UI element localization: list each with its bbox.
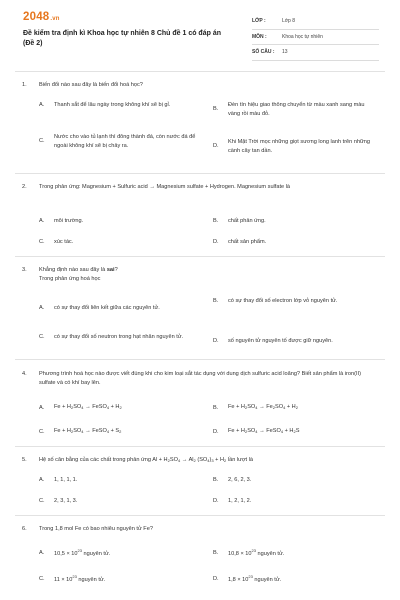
q5-option-a[interactable]: [39, 476, 199, 485]
option-text: chất phản ứng.: [228, 218, 266, 224]
q5-option-b[interactable]: [213, 476, 378, 485]
question-1-text: [22, 81, 378, 90]
option-text: $1,8 \times 10^{23}$ nguyên tử.: [228, 574, 282, 583]
option-letter: D.: [213, 428, 219, 435]
question-body: [22, 266, 378, 284]
q5-option-d[interactable]: [213, 497, 378, 506]
q6-option-b[interactable]: [213, 547, 378, 559]
option-letter: D.: [213, 143, 219, 150]
question-number: 4.: [22, 371, 27, 377]
q2-option-c[interactable]: [39, 238, 199, 247]
option-letter: A.: [39, 102, 45, 108]
q3-option-b[interactable]: [213, 297, 378, 306]
option-text: chất sản phẩm.: [228, 239, 267, 245]
q6-option-a[interactable]: [39, 547, 199, 559]
option-letter: C.: [39, 334, 45, 340]
meta-row-count: [252, 45, 379, 61]
option-text: xúc tác.: [54, 239, 74, 245]
q1-option-c[interactable]: [39, 133, 199, 150]
option-text: Thanh sắt để lâu ngày trong không khí sẽ bị gỉ.: [54, 102, 171, 108]
option-letter: C.: [39, 138, 45, 145]
option-letter: C.: [39, 498, 45, 504]
option-text: $Fe + H_2SO_4$ → FeSO$_4$ + $H_2$: [54, 404, 122, 410]
question-body: Trong 1,8 mol Fe có bao nhiêu nguyên tử Fe?: [39, 526, 153, 532]
question-number: 6.: [22, 526, 27, 532]
option-text: có sự thay đổi liên kết giữa các nguyên tử.: [54, 305, 160, 311]
meta-table: [252, 14, 379, 61]
logo-main: 2048: [23, 11, 50, 23]
meta-row-subject: [252, 30, 379, 46]
question-emphasis: sai: [106, 267, 115, 273]
option-text: Khi Mặt Trời mọc những giọt sương long lanh trên những cành cây tan dần.: [228, 139, 371, 154]
option-text: $10,8 \times 10^{23}$ nguyên tử.: [228, 548, 285, 557]
question-number: 5.: [22, 457, 27, 463]
q2-option-a[interactable]: [39, 217, 199, 226]
question-text-part: Trong phản ứng hoá học: [39, 276, 101, 282]
option-text: Đèn tín hiệu giao thông chuyển từ màu xanh sang màu vàng rồi màu đỏ.: [228, 102, 365, 117]
logo-tld: .vn: [50, 16, 60, 22]
option-letter: B.: [213, 218, 219, 224]
page-title: Đề kiểm tra định kì Khoa học tự nhiên 8 Chủ đề 1 có đáp án (Đề 2): [23, 30, 221, 47]
meta-value: 13: [282, 49, 288, 56]
question-2-text: [22, 183, 378, 192]
question-divider: [15, 256, 385, 257]
question-divider: [15, 515, 385, 516]
option-text: $10,5 \times 10^{23}$ nguyên tử.: [54, 548, 111, 557]
q4-option-d[interactable]: [213, 427, 378, 437]
option-text: 1, 2, 1, 2.: [228, 498, 252, 504]
question-6-text: [22, 525, 378, 534]
q2-option-d[interactable]: [213, 238, 378, 247]
header: [0, 0, 400, 70]
meta-key: SỐ CÂU :: [252, 49, 275, 56]
question-5-text: [22, 456, 378, 465]
option-letter: B.: [213, 298, 219, 304]
option-letter: D.: [213, 575, 219, 582]
option-letter: D.: [213, 338, 219, 344]
option-letter: B.: [213, 549, 219, 556]
option-text: 2, 6, 2, 3.: [228, 477, 252, 483]
question-body: Trong phản ứng: Magnesium + Sulfuric acid → Magnesium sulfate + Hydrogen. Magnesium sulfate là: [39, 184, 291, 190]
q1-option-d[interactable]: [213, 138, 378, 155]
option-letter: A.: [39, 218, 45, 224]
option-text: có sự thay đổi số electron lớp vỏ nguyên tử.: [228, 298, 338, 304]
option-letter: D.: [213, 239, 219, 245]
option-letter: A.: [39, 305, 45, 311]
option-text: có sự thay đổi số neutron trong hạt nhân nguyên tử.: [54, 334, 184, 340]
option-letter: A.: [39, 477, 45, 483]
question-divider: [15, 173, 385, 174]
q3-option-c[interactable]: [39, 333, 199, 342]
q1-option-a[interactable]: [39, 101, 199, 110]
option-letter: B.: [213, 404, 219, 411]
meta-row-class: [252, 14, 379, 30]
question-3-text: [22, 266, 378, 284]
question-body: Biến đổi nào sau đây là biến đổi hoá học?: [39, 82, 143, 88]
option-text: Nước cho vào tủ lạnh thì đông thành đá, còn nước đá để ngoài không khí sẽ bị chảy ra.: [54, 134, 196, 149]
option-letter: B.: [213, 477, 219, 483]
question-body: Hệ số cân bằng của các chất trong phản ứng $Al + H_2SO_4 \to Al_2$ $(SO_4)_3 + H_2$ lần lượt là: [39, 457, 253, 463]
meta-key: LỚP :: [252, 18, 266, 25]
question-body: Phương trình hoá học nào được viết đúng khi cho kim loại sắt tác dụng với dung dịch sulfuric acid loãng? Biết sản phẩm là iron(II) sulfate và có khí bay lên.: [39, 371, 361, 386]
option-text: $Fe + H_2SO_4$ → FeSO$_4$ + $S_2$: [54, 428, 122, 434]
question-text-part: Khẳng định nào sau đây là: [39, 267, 107, 273]
option-letter: C.: [39, 428, 45, 435]
question-number: 2.: [22, 184, 27, 190]
meta-value: Lớp 8: [282, 18, 296, 25]
option-letter: A.: [39, 549, 45, 556]
q5-option-c[interactable]: [39, 497, 199, 506]
q3-option-a[interactable]: [39, 304, 199, 313]
option-text: số nguyên tử nguyên tố được giữ nguyên.: [228, 338, 333, 344]
option-text: môi trường.: [54, 218, 84, 224]
q3-option-d[interactable]: [213, 337, 378, 346]
option-text: 1, 1, 1, 1.: [54, 477, 78, 483]
q4-option-b[interactable]: [213, 403, 378, 413]
header-divider: [15, 71, 385, 72]
option-text: $11 \times 10^{23}$ nguyên tử.: [54, 574, 106, 583]
question-divider: [15, 359, 385, 360]
option-text: 2, 3, 1, 3.: [54, 498, 78, 504]
question-4-text: [22, 370, 378, 388]
question-number: 3.: [22, 267, 27, 273]
q4-option-a[interactable]: [39, 403, 199, 413]
option-letter: C.: [39, 575, 45, 582]
q2-option-b[interactable]: [213, 217, 378, 226]
option-text: $Fe + H_2SO_4 \to Fe_2SO_4 + H_2$: [228, 404, 298, 410]
question-number: 1.: [22, 82, 27, 88]
q1-option-b[interactable]: [213, 101, 378, 118]
option-letter: A.: [39, 404, 45, 411]
q6-option-c[interactable]: [39, 573, 199, 585]
question-divider: [15, 446, 385, 447]
meta-key: MÔN :: [252, 33, 267, 40]
option-text: $Fe + H_2SO_4$ → FeSO$_4$ + $H_2S$: [228, 428, 300, 434]
q4-option-c[interactable]: [39, 427, 199, 437]
option-letter: C.: [39, 239, 45, 245]
q6-option-d[interactable]: [213, 573, 378, 585]
site-logo[interactable]: [23, 11, 60, 23]
question-text-part: ?: [114, 267, 118, 273]
meta-value: Khoa học tự nhiên: [282, 33, 323, 40]
option-letter: B.: [213, 106, 219, 113]
option-letter: D.: [213, 498, 219, 504]
